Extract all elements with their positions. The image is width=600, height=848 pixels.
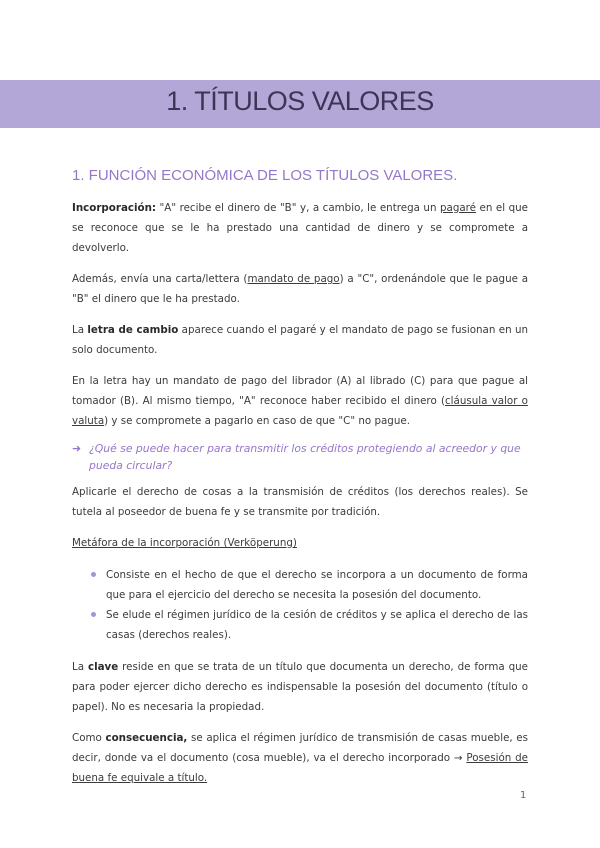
arrow-right-icon: ➜ — [72, 442, 82, 455]
underlined-term: mandato de pago — [247, 273, 340, 285]
paragraph-derecho-de-cosas: Aplicarle el derecho de cosas a la transmisión de créditos (los derechos reales). Se tutela al poseedor de buena fe y se transmite por tradición. — [72, 486, 528, 518]
question-callout — [72, 440, 528, 474]
text: en el que se reconoce que se le ha prestado una cantidad de dinero y se compromete a devolverlo. — [72, 202, 528, 254]
page-title: 1. TÍTULOS VALORES — [166, 86, 434, 116]
underlined-term: cláusula valor o valuta — [72, 395, 528, 427]
list-item: Se elude el régimen jurídico de la cesión de créditos y se aplica el derecho de las casas (derechos reales). — [106, 605, 528, 645]
subheading-text: Metáfora de la incorporación (Verköperung) — [72, 537, 297, 549]
paragraph-letra-de-cambio — [72, 320, 528, 360]
text: Además, envía una carta/lettera ( — [72, 273, 248, 285]
term-clave: clave — [87, 661, 119, 673]
paragraph-librador — [72, 371, 528, 431]
subheading — [72, 533, 528, 553]
text: En la letra hay un mandato de pago del librador (A) al librado (C) para que pague al tomador (B). Al mismo tiempo, "A" reconoce haber recibido el dinero ( — [72, 375, 528, 407]
list-item: Consiste en el hecho de que el derecho se incorpora a un documento de forma que para el ejercicio del derecho se necesita la posesión del documento. — [106, 565, 528, 605]
bullet-list — [72, 565, 528, 645]
term-incorporacion: Incorporación: — [72, 202, 157, 214]
text: Como — [72, 732, 106, 744]
section-heading: 1. FUNCIÓN ECONÓMICA DE LOS TÍTULOS VALORES. — [72, 167, 458, 184]
text: reside en que se trata de un título que documenta un derecho, de forma que para poder ejercer dicho derecho es indispensable la posesión del documento (título o papel). No es necesaria la propiedad. — [72, 661, 528, 713]
text: ) y se compromete a pagarlo en caso de que "C" no pague. — [104, 415, 410, 427]
underlined-term: pagaré — [439, 202, 477, 214]
page-number: 1 — [520, 790, 527, 801]
text: La — [72, 661, 88, 673]
text: ) a "C", ordenándole que le pague a "B" el dinero que le ha prestado. — [72, 273, 529, 305]
text: se aplica el régimen jurídico de transmisión de casas mueble, es decir, donde va el documento (cosa mueble), va el derecho incorporado → — [72, 732, 529, 764]
term-consecuencia: consecuencia, — [105, 732, 188, 744]
text: aparece cuando el pagaré y el mandato de pago se fusionan en un solo documento. — [72, 324, 528, 356]
paragraph-incorporacion — [72, 198, 528, 258]
paragraph-consecuencia — [72, 728, 528, 788]
document-body — [72, 166, 528, 799]
term-letra-de-cambio: letra de cambio — [87, 324, 179, 336]
question-text: ¿Qué se puede hacer para transmitir los créditos protegiendo al acreedor y que pueda circular? — [89, 442, 521, 472]
text: La — [72, 324, 88, 336]
underlined-conclusion: Posesión de buena fe equivale a título. — [72, 752, 528, 784]
paragraph-clave — [72, 657, 528, 717]
text: "A" recibe el dinero de "B" y, a cambio, le entrega un — [156, 202, 440, 214]
paragraph-mandato — [72, 269, 528, 309]
